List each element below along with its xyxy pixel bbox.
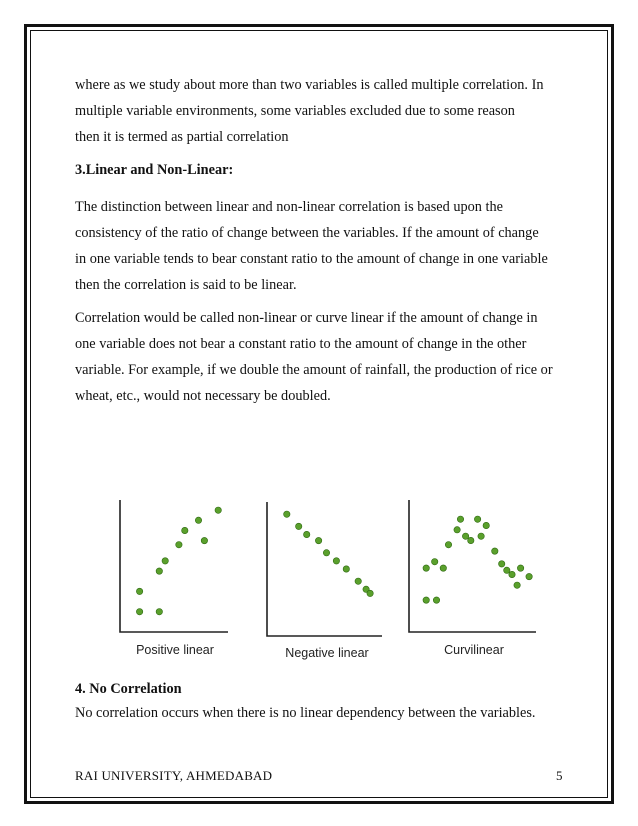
text-line: The distinction between linear and non-linear correlation is based upon the	[75, 199, 503, 215]
text-line: wheat, etc., would not necessary be doubled.	[75, 388, 331, 404]
scatter-point	[526, 573, 532, 579]
text-line: No correlation occurs when there is no linear dependency between the variables.	[75, 705, 536, 721]
scatter-point	[468, 537, 474, 543]
scatter-point	[440, 565, 446, 571]
scatter-point	[136, 609, 142, 615]
scatter-point	[457, 516, 463, 522]
text-line: then it is termed as partial correlation	[75, 129, 289, 145]
scatter-point	[176, 542, 182, 548]
footer-page-number: 5	[556, 768, 563, 783]
scatter-point	[423, 597, 429, 603]
heading-text: 4. No Correlation	[75, 681, 182, 697]
text-line: consistency of the ratio of change between the variables. If the amount of change	[75, 225, 539, 241]
text-line: one variable does not bear a constant ratio to the amount of change in the other	[75, 336, 527, 352]
text-line: variable. For example, if we double the amount of rainfall, the production of rice or	[75, 362, 553, 378]
scatter-point	[315, 537, 321, 543]
caption-curvilinear: Curvilinear	[444, 643, 504, 657]
scatter-point	[304, 531, 310, 537]
scatter-point	[509, 571, 515, 577]
scatter-point	[296, 523, 302, 529]
scatter-point	[333, 558, 339, 564]
text-line: then the correlation is said to be linear.	[75, 277, 297, 293]
scatter-point	[201, 537, 207, 543]
plot-axes	[267, 502, 382, 636]
text-line: where as we study about more than two variables is called multiple correlation. In	[75, 77, 544, 93]
scatter-point	[483, 522, 489, 528]
heading-text: 3.Linear and Non-Linear:	[75, 162, 234, 178]
scatter-point	[343, 566, 349, 572]
scatter-point	[454, 527, 460, 533]
scatter-point	[492, 548, 498, 554]
scatter-point	[156, 568, 162, 574]
footer-university: RAI UNIVERSITY, AHMEDABAD	[75, 768, 273, 783]
scatter-point	[215, 507, 221, 513]
scatter-point	[136, 588, 142, 594]
scatter-point	[423, 565, 429, 571]
scatter-point	[514, 582, 520, 588]
scatter-point	[182, 527, 188, 533]
text-line: in one variable tends to bear constant ratio to the amount of change in one variable	[75, 251, 548, 267]
scatter-point	[517, 565, 523, 571]
scatter-point	[156, 609, 162, 615]
scatter-point	[499, 561, 505, 567]
text-line: multiple variable environments, some variables excluded due to some reason	[75, 103, 515, 119]
scatter-point	[284, 511, 290, 517]
caption-negative-linear: Negative linear	[285, 646, 369, 660]
scatter-point	[445, 542, 451, 548]
scatter-point	[367, 590, 373, 596]
scatter-point	[195, 517, 201, 523]
scatter-point	[323, 550, 329, 556]
scatter-point	[432, 559, 438, 565]
scatter-point	[504, 567, 510, 573]
scatter-point	[162, 558, 168, 564]
section-4-text	[75, 700, 575, 726]
scatter-point	[355, 578, 361, 584]
section-4-heading	[75, 676, 575, 702]
scatter-point	[474, 516, 480, 522]
text-line: Correlation would be called non-linear or curve linear if the amount of change in	[75, 310, 538, 326]
caption-positive-linear: Positive linear	[136, 643, 214, 657]
scatter-point	[462, 533, 468, 539]
scatter-point	[433, 597, 439, 603]
scatter-point	[478, 533, 484, 539]
